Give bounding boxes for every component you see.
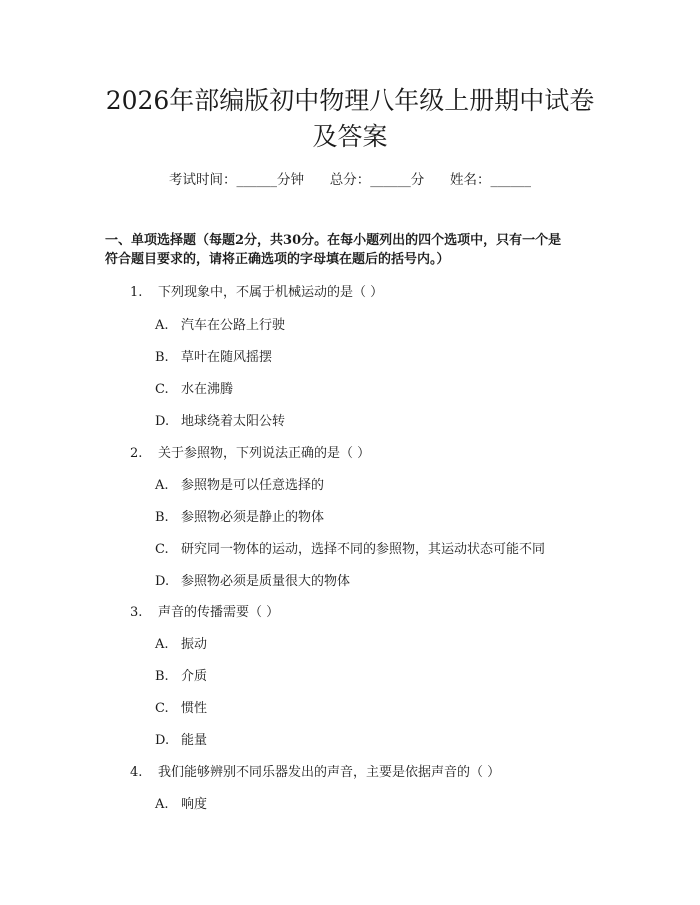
option-letter: A. bbox=[155, 318, 169, 333]
option-text: 草叶在随风摇摆 bbox=[181, 350, 273, 365]
section-heading-line2: 符合题目要求的，请将正确选项的字母填在题后的括号内。） bbox=[105, 252, 450, 267]
section-heading-line1: 一、单项选择题（每题2分，共30分。在每小题列出的四个选项中，只有一个是 bbox=[105, 233, 562, 248]
question-number: 3. bbox=[130, 605, 143, 620]
option-letter: A. bbox=[155, 797, 169, 812]
option-letter: A. bbox=[155, 637, 169, 652]
option-text: 参照物是可以任意选择的 bbox=[181, 478, 325, 493]
option-text: 参照物必须是质量很大的物体 bbox=[181, 574, 351, 589]
option-text: 能量 bbox=[181, 733, 208, 748]
option-text: 汽车在公路上行驶 bbox=[181, 318, 286, 333]
option-text: 地球绕着太阳公转 bbox=[181, 414, 286, 429]
option-letter: A. bbox=[155, 478, 169, 493]
question-2 bbox=[130, 442, 370, 461]
option-letter: B. bbox=[155, 350, 169, 365]
question-2-option-a bbox=[155, 474, 324, 493]
option-text: 惯性 bbox=[181, 701, 208, 716]
question-text: 我们能够辨别不同乐器发出的声音，主要是依据声音的（ ） bbox=[158, 765, 501, 780]
question-4-option-a bbox=[155, 793, 207, 812]
option-letter: D. bbox=[155, 733, 170, 748]
question-2-option-b bbox=[155, 506, 324, 525]
question-2-option-c bbox=[155, 538, 545, 557]
question-1-option-c bbox=[155, 378, 233, 397]
doc-title-line2: 及答案 bbox=[312, 122, 388, 151]
option-text: 参照物必须是静止的物体 bbox=[181, 510, 325, 525]
question-1-option-b bbox=[155, 346, 272, 365]
question-text: 声音的传播需要（ ） bbox=[158, 605, 280, 620]
question-2-option-d bbox=[155, 570, 350, 589]
question-3-option-d bbox=[155, 729, 207, 748]
question-4 bbox=[130, 761, 500, 780]
option-text: 介质 bbox=[181, 669, 208, 684]
option-letter: D. bbox=[155, 574, 170, 589]
question-text: 关于参照物，下列说法正确的是（ ） bbox=[158, 446, 371, 461]
option-letter: C. bbox=[155, 542, 169, 557]
question-text: 下列现象中，不属于机械运动的是（ ） bbox=[158, 285, 384, 300]
question-number: 4. bbox=[130, 765, 143, 780]
option-text: 水在沸腾 bbox=[181, 382, 234, 397]
question-number: 2. bbox=[130, 446, 143, 461]
option-text: 响度 bbox=[181, 797, 208, 812]
option-letter: C. bbox=[155, 382, 169, 397]
exam-info: 考试时间：______分钟 总分：______分 姓名：______ bbox=[169, 172, 531, 188]
question-3-option-b bbox=[155, 665, 207, 684]
question-number: 1. bbox=[130, 285, 143, 300]
option-letter: C. bbox=[155, 701, 169, 716]
option-letter: B. bbox=[155, 510, 169, 525]
question-1-option-a bbox=[155, 314, 285, 333]
option-letter: D. bbox=[155, 414, 170, 429]
option-text: 振动 bbox=[181, 637, 208, 652]
doc-title-line1: 2026年部编版初中物理八年级上册期中试卷 bbox=[105, 86, 595, 115]
question-3 bbox=[130, 601, 279, 620]
question-1 bbox=[130, 281, 383, 300]
question-3-option-c bbox=[155, 697, 207, 716]
option-letter: B. bbox=[155, 669, 169, 684]
question-1-option-d bbox=[155, 410, 285, 429]
question-3-option-a bbox=[155, 633, 207, 652]
option-text: 研究同一物体的运动，选择不同的参照物，其运动状态可能不同 bbox=[181, 542, 546, 557]
